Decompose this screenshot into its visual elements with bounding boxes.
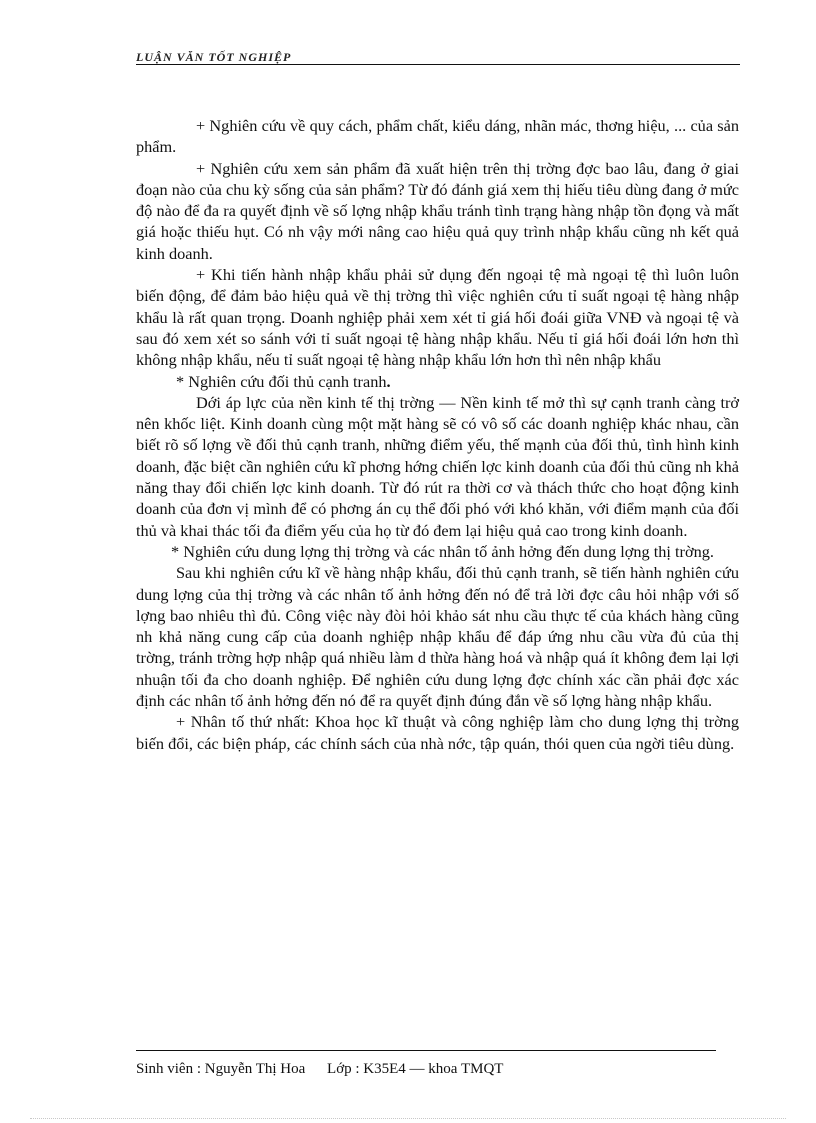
paragraph-product-specs: + Nghiên cứu về quy cách, phẩm chất, kiểu dáng, nhãn mác, thơng hiệu, ... của sản phẩm. xyxy=(136,116,739,157)
footer-student: Sinh viên : Nguyễn Thị Hoa xyxy=(136,1061,306,1077)
page-bottom-divider xyxy=(30,1118,786,1119)
section-heading-competitors xyxy=(136,371,739,392)
paragraph-product-lifecycle: + Nghiên cứu xem sản phẩm đã xuất hiện trên thị trờng đợc bao lâu, đang ở giai đoạn nào của chu kỳ sống của sản phẩm? Từ đó đánh giá xem thị hiếu tiêu dùng đang ở mức độ nào để đa ra quyết định về số lợng nhập khẩu tránh tình trạng hàng nhập tồn đọng và mất giá hoặc thiếu hụt. Có nh vậy mới nâng cao hiệu quả quy trình nhập khẩu cũng nh kết quả kinh doanh. xyxy=(136,158,739,263)
paragraph-foreign-currency: + Khi tiến hành nhập khẩu phải sử dụng đến ngoại tệ mà ngoại tệ thì luôn luôn biến động, để đảm bảo hiệu quả về thị trờng thì việc nghiên cứu tỉ suất ngoại tệ hàng nhập khẩu là rất quan trọng. Doanh nghiệp phải xem xét tỉ giá hối đoái giữa VNĐ và ngoại tệ và sau đó xem xét so sánh với tỉ suất ngoại tệ hàng nhập khẩu. Nếu tỉ giá hối đoái lớn hơn thì không nhập khẩu, nếu tỉ suất ngoại tệ hàng nhập khẩu lớn hơn thì nên nhập khẩu xyxy=(136,265,739,370)
paragraph-first-factor: + Nhân tố thứ nhất: Khoa học kĩ thuật và công nghiệp làm cho dung lợng thị trờng biến đổi, các biện pháp, các chính sách của nhà nớc, tập quán, thói quen của ngời tiêu dùng. xyxy=(136,712,739,753)
header-title: LUẬN VĂN TỐT NGHIỆP xyxy=(136,50,292,64)
page-header xyxy=(136,50,740,65)
section-heading-market-capacity: * Nghiên cứu dung lợng thị trờng và các nhân tố ảnh hởng đến dung lợng thị trờng. xyxy=(171,541,714,561)
footer-class: Lớp : K35E4 — khoa TMQT xyxy=(327,1061,504,1077)
page-footer xyxy=(136,1050,716,1078)
document-body xyxy=(136,115,739,754)
heading-period: . xyxy=(386,371,391,391)
paragraph-market-capacity: Sau khi nghiên cứu kĩ về hàng nhập khẩu, đối thủ cạnh tranh, sẽ tiến hành nghiên cứu dung lợng của thị trờng và các nhân tố ảnh hởng đến nó để trả lời đợc câu hỏi nhập với số lợng bao nhiêu thì đủ. Công việc này đòi hỏi khảo sát nhu cầu thực tế của khách hàng cũng nh khả năng cung cấp của doanh nghiệp nhập khẩu để đáp ứng nhu cầu vừa đủ của thị trờng, tránh trờng hợp nhập quá nhiều làm d thừa hàng hoá và nhập quá ít không đem lại lợi nhuận tối đa cho doanh nghiệp. Để nghiên cứu dung lợng đợc chính xác cần phải đợc xác định các nhân tố ảnh hởng đến nó để ra quyết định đúng đắn về số lợng hàng nhập khẩu. xyxy=(136,563,739,711)
paragraph-competition: Dới áp lực của nền kinh tế thị trờng — Nền kinh tế mở thì sự cạnh tranh càng trở nên khốc liệt. Kinh doanh cùng một mặt hàng sẽ có vô số các doanh nghiệp khác nhau, cần biết rõ số lợng về đối thủ cạnh tranh, những điểm yếu, thế mạnh của đối thủ, tình hình kinh doanh, đặc biệt cần nghiên cứu kĩ phơng hớng chiến lợc kinh doanh của đối thủ cũng nh khả năng thay đổi chiến lợc kinh doanh. Từ đó rút ra thời cơ và thách thức cho hoạt động kinh doanh của đơn vị mình để có phơng án cụ thể đối phó với khó khăn, với điểm mạnh của đối thủ và khai thác tối đa điểm yếu của họ từ đó đem lại hiệu quả cao trong kinh doanh. xyxy=(136,392,739,540)
heading-text: * Nghiên cứu đối thủ cạnh tranh xyxy=(176,371,387,391)
